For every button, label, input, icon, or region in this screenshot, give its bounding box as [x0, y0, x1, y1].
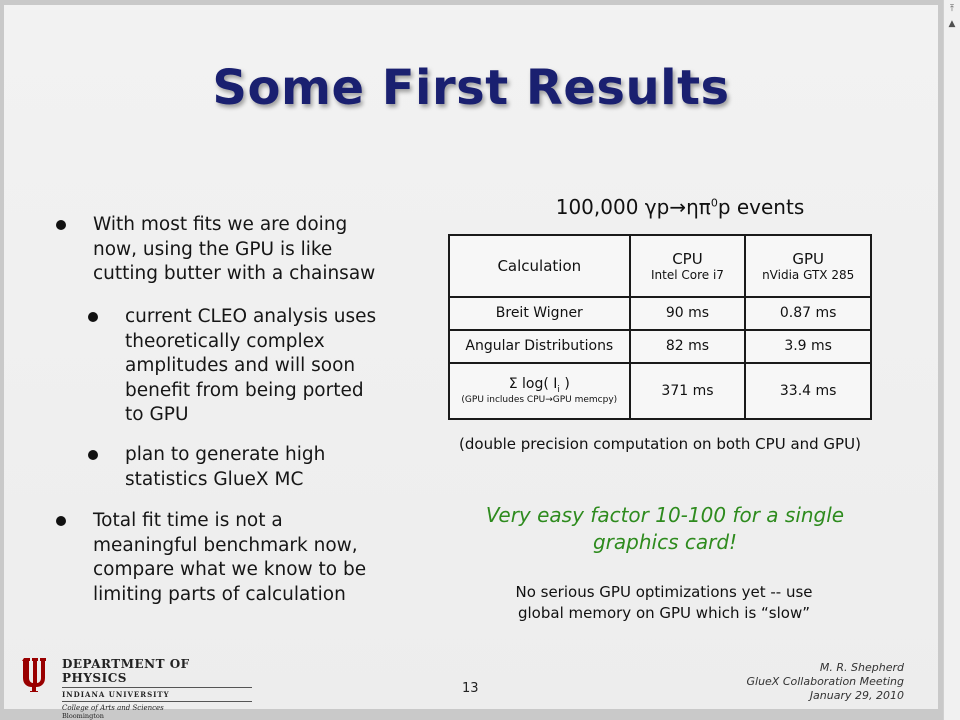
timing-table [448, 234, 872, 420]
header-calculation: Calculation [449, 235, 630, 297]
header-cpu [630, 235, 746, 297]
bullet-dot-icon [56, 516, 66, 526]
cell-gpu: 0.87 ms [745, 297, 871, 330]
author: M. R. Shepherd [819, 661, 904, 674]
sub-bullet-item [88, 443, 378, 492]
university-name: INDIANA UNIVERSITY [62, 690, 170, 699]
header-gpu-label: GPU [792, 250, 824, 269]
city-name: Bloomington [62, 712, 104, 720]
log-sum-end: ) [559, 376, 570, 393]
bullet-dot-icon [88, 312, 98, 322]
bullet-text: plan to generate high statistics GlueX MC [125, 444, 326, 490]
credit-block [746, 661, 904, 703]
cell-calculation: Breit Wigner [449, 297, 630, 330]
cell-cpu: 90 ms [630, 297, 746, 330]
scroll-top-icon[interactable]: ⤒ [950, 4, 954, 14]
bullet-dot-icon [56, 220, 66, 230]
highlight-line-1: Very easy factor 10-100 for a single [485, 503, 845, 527]
sub-bullet-item [88, 305, 378, 428]
cell-cpu: 82 ms [630, 330, 746, 363]
cell-calc-note: (GPU includes CPU→GPU memcpy) [461, 395, 618, 406]
bullet-text: With most fits we are doing now, using the GPU is like cutting butter with a chainsaw [93, 214, 376, 284]
page-number: 13 [462, 681, 479, 696]
cell-calculation [449, 363, 630, 419]
divider [62, 701, 252, 702]
college-name: College of Arts and Sciences [62, 704, 164, 712]
cell-calculation: Angular Distributions [449, 330, 630, 363]
iu-trident-logo-icon [20, 656, 50, 692]
meeting-date: January 29, 2010 [809, 689, 904, 702]
cell-gpu: 3.9 ms [745, 330, 871, 363]
cell-cpu: 371 ms [630, 363, 746, 419]
precision-note: (double precision computation on both CPU and GPU) [459, 435, 861, 453]
optimization-note [474, 582, 854, 624]
note-line-1: No serious GPU optimizations yet -- use [515, 583, 813, 601]
scroll-up-icon[interactable]: ▲ [948, 19, 956, 29]
header-gpu [745, 235, 871, 297]
divider [62, 687, 252, 688]
table-header-row [449, 235, 871, 297]
meeting-name: GlueX Collaboration Meeting [746, 675, 904, 688]
events-prefix: 100,000 γp [555, 195, 670, 219]
highlight-text [470, 502, 860, 556]
log-sum-sub: i [557, 385, 560, 396]
bullet-item [56, 213, 376, 287]
highlight-line-2: graphics card! [592, 530, 738, 554]
table-row [449, 297, 871, 330]
events-suffix: p events [717, 195, 805, 219]
header-cpu-label: CPU [672, 250, 703, 269]
cell-calc-main [508, 376, 570, 396]
table-row [449, 330, 871, 363]
events-heading [470, 195, 890, 219]
department-name: DEPARTMENT OF PHYSICS [62, 657, 190, 685]
department-block [62, 657, 252, 720]
table-row [449, 363, 871, 419]
bullet-dot-icon [88, 450, 98, 460]
note-line-2: global memory on GPU which is “slow” [517, 604, 810, 622]
slide [4, 5, 938, 720]
slide-title: Some First Results [212, 60, 730, 116]
header-cpu-sub: Intel Core i7 [650, 268, 724, 283]
header-gpu-sub: nVidia GTX 285 [762, 268, 855, 283]
bullet-text: Total fit time is not a meaningful benchmark now, compare what we know to be limiting parts of calculation [93, 510, 367, 605]
bullet-text: current CLEO analysis uses theoretically complex amplitudes and will soon benefit from being ported to GPU [125, 306, 377, 425]
events-mid: ηπ [686, 195, 711, 219]
cell-gpu: 33.4 ms [745, 363, 871, 419]
vertical-scrollbar[interactable] [943, 0, 960, 720]
bullet-item [56, 509, 386, 607]
reaction-arrow: → [669, 195, 687, 219]
events-sup: 0 [710, 196, 718, 210]
log-sum-label: Σ log( I [508, 376, 558, 393]
